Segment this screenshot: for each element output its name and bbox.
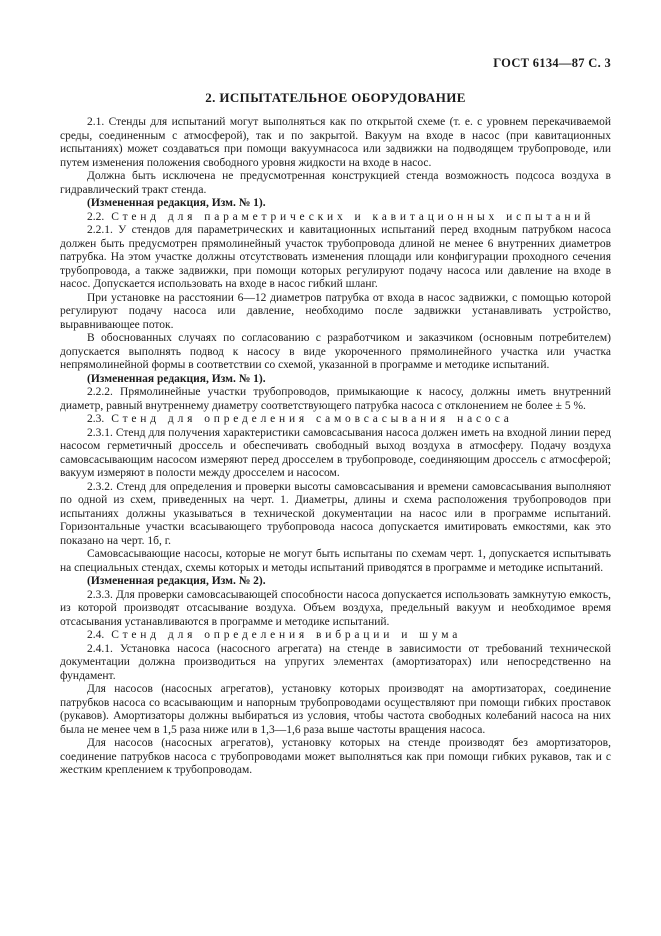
paragraph-2-4-1: 2.4.1. Установка насоса (насосного агрегата) на стенде в зависимости от требований технической документации должна производиться на упругих элементах (амортизаторах) или непосредственно на фундамент. — [60, 642, 611, 682]
paragraph: Для насосов (насосных агрегатов), установку которых на стенде производят без амортизаторов, соединение патрубков насоса с трубопроводами может выполняться как при помощи гибких рукавов, так и с жестким креплением к трубопроводам. — [60, 737, 611, 776]
page-header: ГОСТ 6134—87 С. 3 — [493, 56, 611, 70]
amendment-note: (Измененная редакция, Изм. № 1). — [87, 197, 266, 209]
paragraph: Самовсасывающие насосы, которые не могут быть испытаны по схемам черт. 1, допускается испытывать на специальных стендах, схемы которых и методы испытаний приводятся в программе и методике испытаний. — [60, 548, 611, 574]
subsection-heading-text: Стенд для определения самовсасывания насоса — [111, 413, 513, 425]
subsection-heading-2-4 — [60, 629, 611, 643]
paragraph-2-3-1: 2.3.1. Стенд для получения характеристики самовсасывания насоса должен иметь на входной линии перед насосом герметичный дроссель и обеспечивать свободный выход воздуха в атмосферу. Подачу воздуха самовсасывающим насосом измеряют перед дросселем в трубопроводе, соединяющим дроссель с атмосферой; вакуум измеряют в полости между дросселем и насосом. — [60, 426, 611, 479]
paragraph-2-2-2: 2.2.2. Прямолинейные участки трубопроводов, примыкающие к насосу, должны иметь внутренний диаметр, равный внутреннему диаметру соответствующего патрубка насоса с отклонением не более ± 5 %. — [60, 386, 611, 412]
subsection-heading-2-2 — [60, 211, 611, 225]
paragraph: При установке на расстоянии 6—12 диаметров патрубка от входа в насос задвижки, с помощью которой регулируют подачу насоса или давление, необходимо после задвижки устанавливать устройство, выравнивающее поток. — [60, 291, 611, 331]
paragraph-2-1: 2.1. Стенды для испытаний могут выполняться как по открытой схеме (т. е. с уровнем перекачиваемой среды, соединенным с атмосферой), так и по закрытой. Вакуум на входе в насос (при кавитационных испытаниях) может создаваться при помощи вакуумнасоса или задвижки на подводящем трубопроводе, или путем изменения положения свободного уровня жидкости на входе в насос. — [60, 116, 611, 169]
subsection-number: 2.2. — [87, 210, 105, 223]
section-title: 2. ИСПЫТАТЕЛЬНОЕ ОБОРУДОВАНИЕ — [205, 90, 466, 105]
paragraph: В обоснованных случаях по согласованию с разработчиком и заказчиком (основным потребителем) допускается выполнять подвод к насосу в виде укороченного прямолинейного участка или участка непрямолинейной формы в соответствии со схемой, указанной в программе и методике испытаний. — [60, 332, 611, 371]
subsection-number: 2.3. — [87, 413, 105, 425]
paragraph-2-2-1: 2.2.1. У стендов для параметрических и кавитационных испытаний перед входным патрубком насоса должен быть предусмотрен прямолинейный участок трубопровода длиной не менее 6 внутренних диаметров патрубка. На этом участке должны отсутствовать изменения площади или конфигурации проходного сечения трубопровода, а также задвижки, при помощи которых регулируют подачу насоса или давление на входе в насос. Допускается использовать на входе в насос гибкий шланг. — [60, 224, 611, 290]
paragraph: Должна быть исключена не предусмотренная конструкцией стенда возможность подсоса воздуха в гидравлический тракт стенда. — [60, 170, 611, 196]
subsection-number: 2.4. — [87, 629, 105, 641]
paragraph-2-3-3: 2.3.3. Для проверки самовсасывающей способности насоса допускается использовать замкнутую емкость, из которой производят отсасывание воздуха. Объем воздуха, предельный вакуум и необходимое время отсасывания устанавливаются в программе и методике испытаний. — [60, 588, 611, 628]
amendment-note: (Измененная редакция, Изм. № 1). — [87, 372, 266, 385]
paragraph: Для насосов (насосных агрегатов), установку которых производят на амортизаторах, соединение патрубков насоса со всасывающим и напорным трубопроводами осуществляют при помощи гибких проставок (рукавов). Амортизаторы должны выбираться из условия, чтобы частота свободных колебаний насоса на них была не менее чем в 1,5 раза ниже или в 1,3—1,6 раза выше частоты вращения насоса. — [60, 683, 611, 736]
subsection-heading-text: Стенд для определения вибрации и шума — [111, 629, 462, 641]
amendment-note: (Измененная редакция, Изм. № 2). — [87, 575, 266, 587]
paragraph-2-3-2: 2.3.2. Стенд для определения и проверки высоты самовсасывания и времени самовсасывания выполняют по одной из схем, приведенных на черт. 1. Диаметры, длины и схема расположения трубопроводов при испытаниях должны указываться в технической документации на насос или в программе испытаний. Горизонтальные участки всасывающего трубопровода насоса допускается имитировать емкостями, как это показано на черт. 1б, г. — [60, 480, 611, 547]
subsection-heading-text: Стенд для параметрических и кавитационных испытаний — [111, 210, 595, 223]
document-body — [60, 116, 611, 778]
subsection-heading-2-3 — [60, 413, 611, 427]
